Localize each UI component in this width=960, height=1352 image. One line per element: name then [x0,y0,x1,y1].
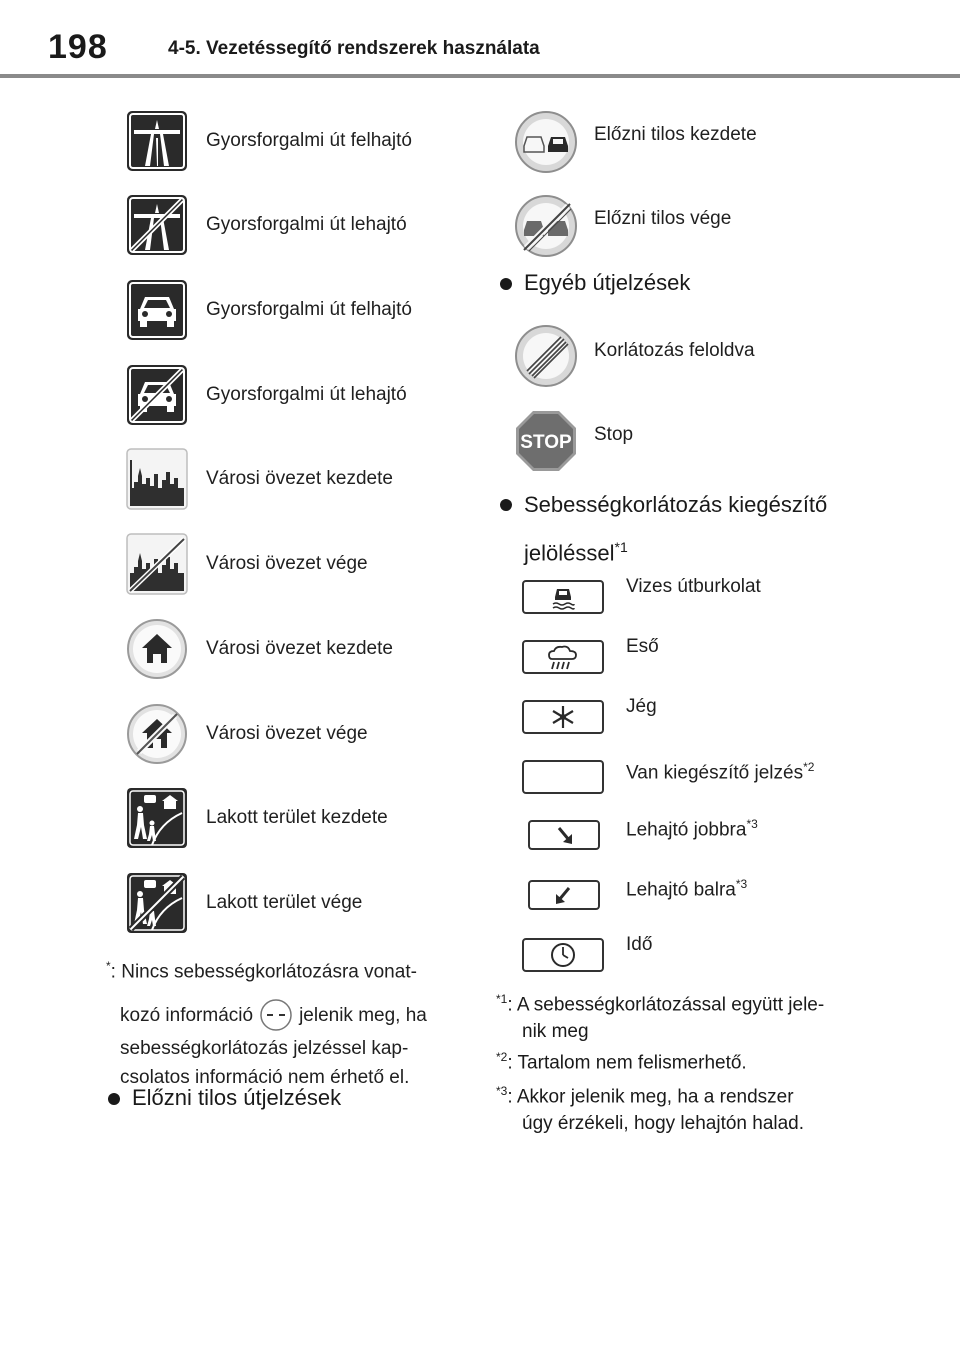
sign-row [514,110,757,174]
motorway-start-icon [126,110,188,172]
sign-row [126,194,407,256]
sign-row [126,364,407,426]
header-divider [0,74,960,78]
sign-label: Előzni tilos kezdete [594,124,757,145]
sign-row [126,787,388,849]
sign-label: Gyorsforgalmi út felhajtó [206,299,412,320]
sign-row [126,703,368,765]
sign-label: Gyorsforgalmi út felhajtó [206,130,412,151]
expressway-car-start-icon [126,279,188,341]
town-home-end-icon [126,703,188,765]
restriction-lifted-icon [514,324,578,388]
sign-label: Városi övezet vége [206,723,368,744]
sign-label: Városi övezet kezdete [206,468,393,489]
city-skyline-start-icon [126,448,188,510]
sign-label: Idő [626,934,653,955]
sign-label: Gyorsforgalmi út lehajtó [206,384,407,405]
footnote-marker: *1 [496,992,508,1006]
sign-row [126,533,368,595]
sign-label: Városi övezet kezdete [206,638,393,659]
footnote-text: : Nincs sebességkorlátozásra vonat- [110,961,417,983]
heading-speed-supplement [500,486,827,572]
footnote-text: nik meg [522,1021,589,1043]
sign-row [522,696,657,734]
sign-label: Stop [594,424,634,445]
sign-row [514,409,633,473]
footnote-star [106,952,466,1092]
footnote-text: kozó információ [120,1004,254,1026]
sign-label: Vizes útburkolat [626,576,761,597]
heading-text: jelöléssel [524,540,615,566]
sign-label: Gyorsforgalmi út lehajtó [206,214,407,235]
stop-sign-icon [514,409,578,473]
motorway-end-icon [126,194,188,256]
footnote-text: jelenik meg, ha [299,1004,427,1026]
clock-icon [522,938,604,972]
footnote-3 [496,1078,804,1137]
stop-text: STOP [520,432,572,453]
sign-row [522,934,653,972]
no-info-icon [259,998,293,1032]
sign-row [522,760,814,794]
sign-label: Városi övezet vége [206,553,368,574]
sign-label: Lakott terület vége [206,892,363,913]
sign-label: Eső [626,636,659,657]
no-overtaking-end-icon [514,194,578,258]
sign-label: Lehajtó jobbra$^{*3}$ [626,816,758,841]
sign-row [528,876,748,910]
sign-label: Lakott terület kezdete [206,807,388,828]
footnote-marker: *2 [496,1050,508,1064]
heading-text: Sebességkorlátozás kiegészítő [524,492,828,517]
residential-zone-end-icon [126,872,188,934]
heading-no-overtaking [108,1085,341,1111]
sign-label: Van kiegészítő jelzés$^{*2}$ [626,759,815,784]
footnote-marker: * [106,959,111,973]
bullet-icon [500,278,512,290]
no-overtaking-start-icon [514,110,578,174]
heading-other-signs [500,270,690,296]
heading-text: Előzni tilos útjelzések [132,1085,342,1110]
sign-row [522,636,659,674]
town-home-start-icon [126,618,188,680]
sign-label: Jég [626,696,657,717]
footnote-text: csolatos információ nem érhető el. [120,1067,410,1089]
residential-zone-start-icon [126,787,188,849]
city-skyline-end-icon [126,533,188,595]
sign-row [528,816,758,850]
exit-left-arrow-icon [528,880,600,910]
heading-sup: *1 [614,539,628,555]
sign-row [126,110,412,172]
sign-row [126,448,393,510]
sign-row [514,324,755,388]
expressway-car-end-icon [126,364,188,426]
footnote-text: : Akkor jelenik meg, ha a rendszer [507,1086,794,1108]
sign-row [126,872,362,934]
footnote-text: : A sebességkorlátozással együtt jele- [507,994,825,1016]
sign-label: Előzni tilos vége [594,208,732,229]
heading-text: Egyéb útjelzések [524,270,691,295]
ice-icon [522,700,604,734]
bullet-icon [108,1093,120,1105]
footnote-2 [496,1044,747,1076]
sign-label: Lehajtó balra$^{*3}$ [626,876,748,901]
rain-icon [522,640,604,674]
sign-label: Korlátozás feloldva [594,340,755,361]
blank-plate-icon [522,760,604,794]
wet-road-icon [522,580,604,614]
sign-row [514,194,731,258]
footnote-1 [496,986,824,1045]
sign-row [522,576,761,614]
page-header [0,0,960,80]
page-number: 198 [48,28,108,66]
exit-right-arrow-icon [528,820,600,850]
sign-row [126,279,412,341]
footnote-marker: *3 [496,1084,508,1098]
section-title: 4-5. Vezetéssegítő rendszerek használata [168,38,540,59]
bullet-icon [500,499,512,511]
footnote-text: úgy érzékeli, hogy lehajtón halad. [522,1113,805,1135]
footnote-text: : Tartalom nem felismerhető. [507,1052,747,1074]
footnote-text: sebességkorlátozás jelzéssel kap- [120,1038,409,1060]
sign-row [126,618,393,680]
